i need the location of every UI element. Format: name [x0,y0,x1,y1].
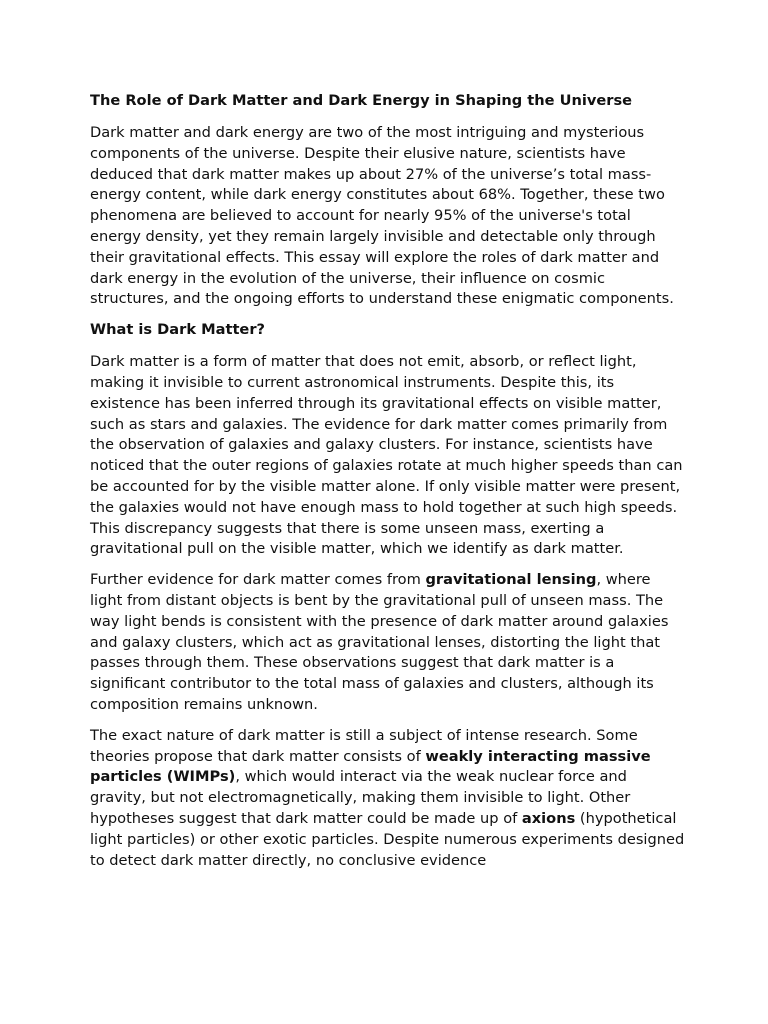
paragraph-text: , which would interact via the weak nuclear force and gravity, but not electromagnetically, making them invisible to light. Other hypotheses suggest that dark matter could be made up of [90,768,631,827]
paragraph-text: , where light from distant objects is bent by the gravitational pull of unseen mass. The way light bends is consistent with the presence of dark matter around galaxies and galaxy clusters, which act as gravitational lenses, distorting the light that passes through them. These observations suggest that dark matter is a significant contributor to the total mass of galaxies and clusters, although its composition remains unknown. [90,571,669,713]
section-heading-dark-matter: What is Dark Matter? [90,321,265,339]
bold-term-wimps: weakly interacting massive particles (WIMPs) [90,747,651,786]
intro-paragraph: Dark matter and dark energy are two of the most intriguing and mysterious components of the universe. Despite their elusive nature, scientists have deduced that dark matter makes up about 27% of the universe’s total mass-energy content, while dark energy constitutes about 68%. Together, these two phenomena are believed to account for nearly 95% of the universe's total energy density, yet they remain largely invisible and detectable only through their gravitational effects. This essay will explore the roles of dark matter and dark energy in the evolution of the universe, their influence on cosmic structures, and the ongoing efforts to understand these enigmatic components. [90,124,674,308]
bold-term-axions: axions [521,809,576,827]
dark-matter-paragraph-3 [90,726,685,872]
document-title: The Role of Dark Matter and Dark Energy in Shaping the Universe [90,92,633,109]
paragraph-text: Further evidence for dark matter comes from [90,571,426,589]
paragraph-text: (hypothetical light particles) or other exotic particles. Despite numerous experiments designed to detect dark matter directly, no conclusive evidence [90,809,685,869]
paragraph-text: The exact nature of dark matter is still a subject of intense research. Some theories propose that dark matter consists of [90,726,638,765]
document-page [90,91,685,881]
dark-matter-paragraph-1: Dark matter is a form of matter that does not emit, absorb, or reflect light, making it invisible to current astronomical instruments. Despite this, its existence has been inferred through its gravitational effects on visible matter, such as stars and galaxies. The evidence for dark matter comes primarily from the observation of galaxies and galaxy clusters. For instance, scientists have noticed that the outer regions of galaxies rotate at much higher speeds than can be accounted for by the visible matter alone. If only visible matter were present, the galaxies would not have enough mass to hold together at such high speeds. This discrepancy suggests that there is some unseen mass, exerting a gravitational pull on the visible matter, which we identify as dark matter. [90,353,683,558]
dark-matter-paragraph-2 [90,570,685,716]
bold-term-gravitational-lensing: gravitational lensing [425,571,597,589]
